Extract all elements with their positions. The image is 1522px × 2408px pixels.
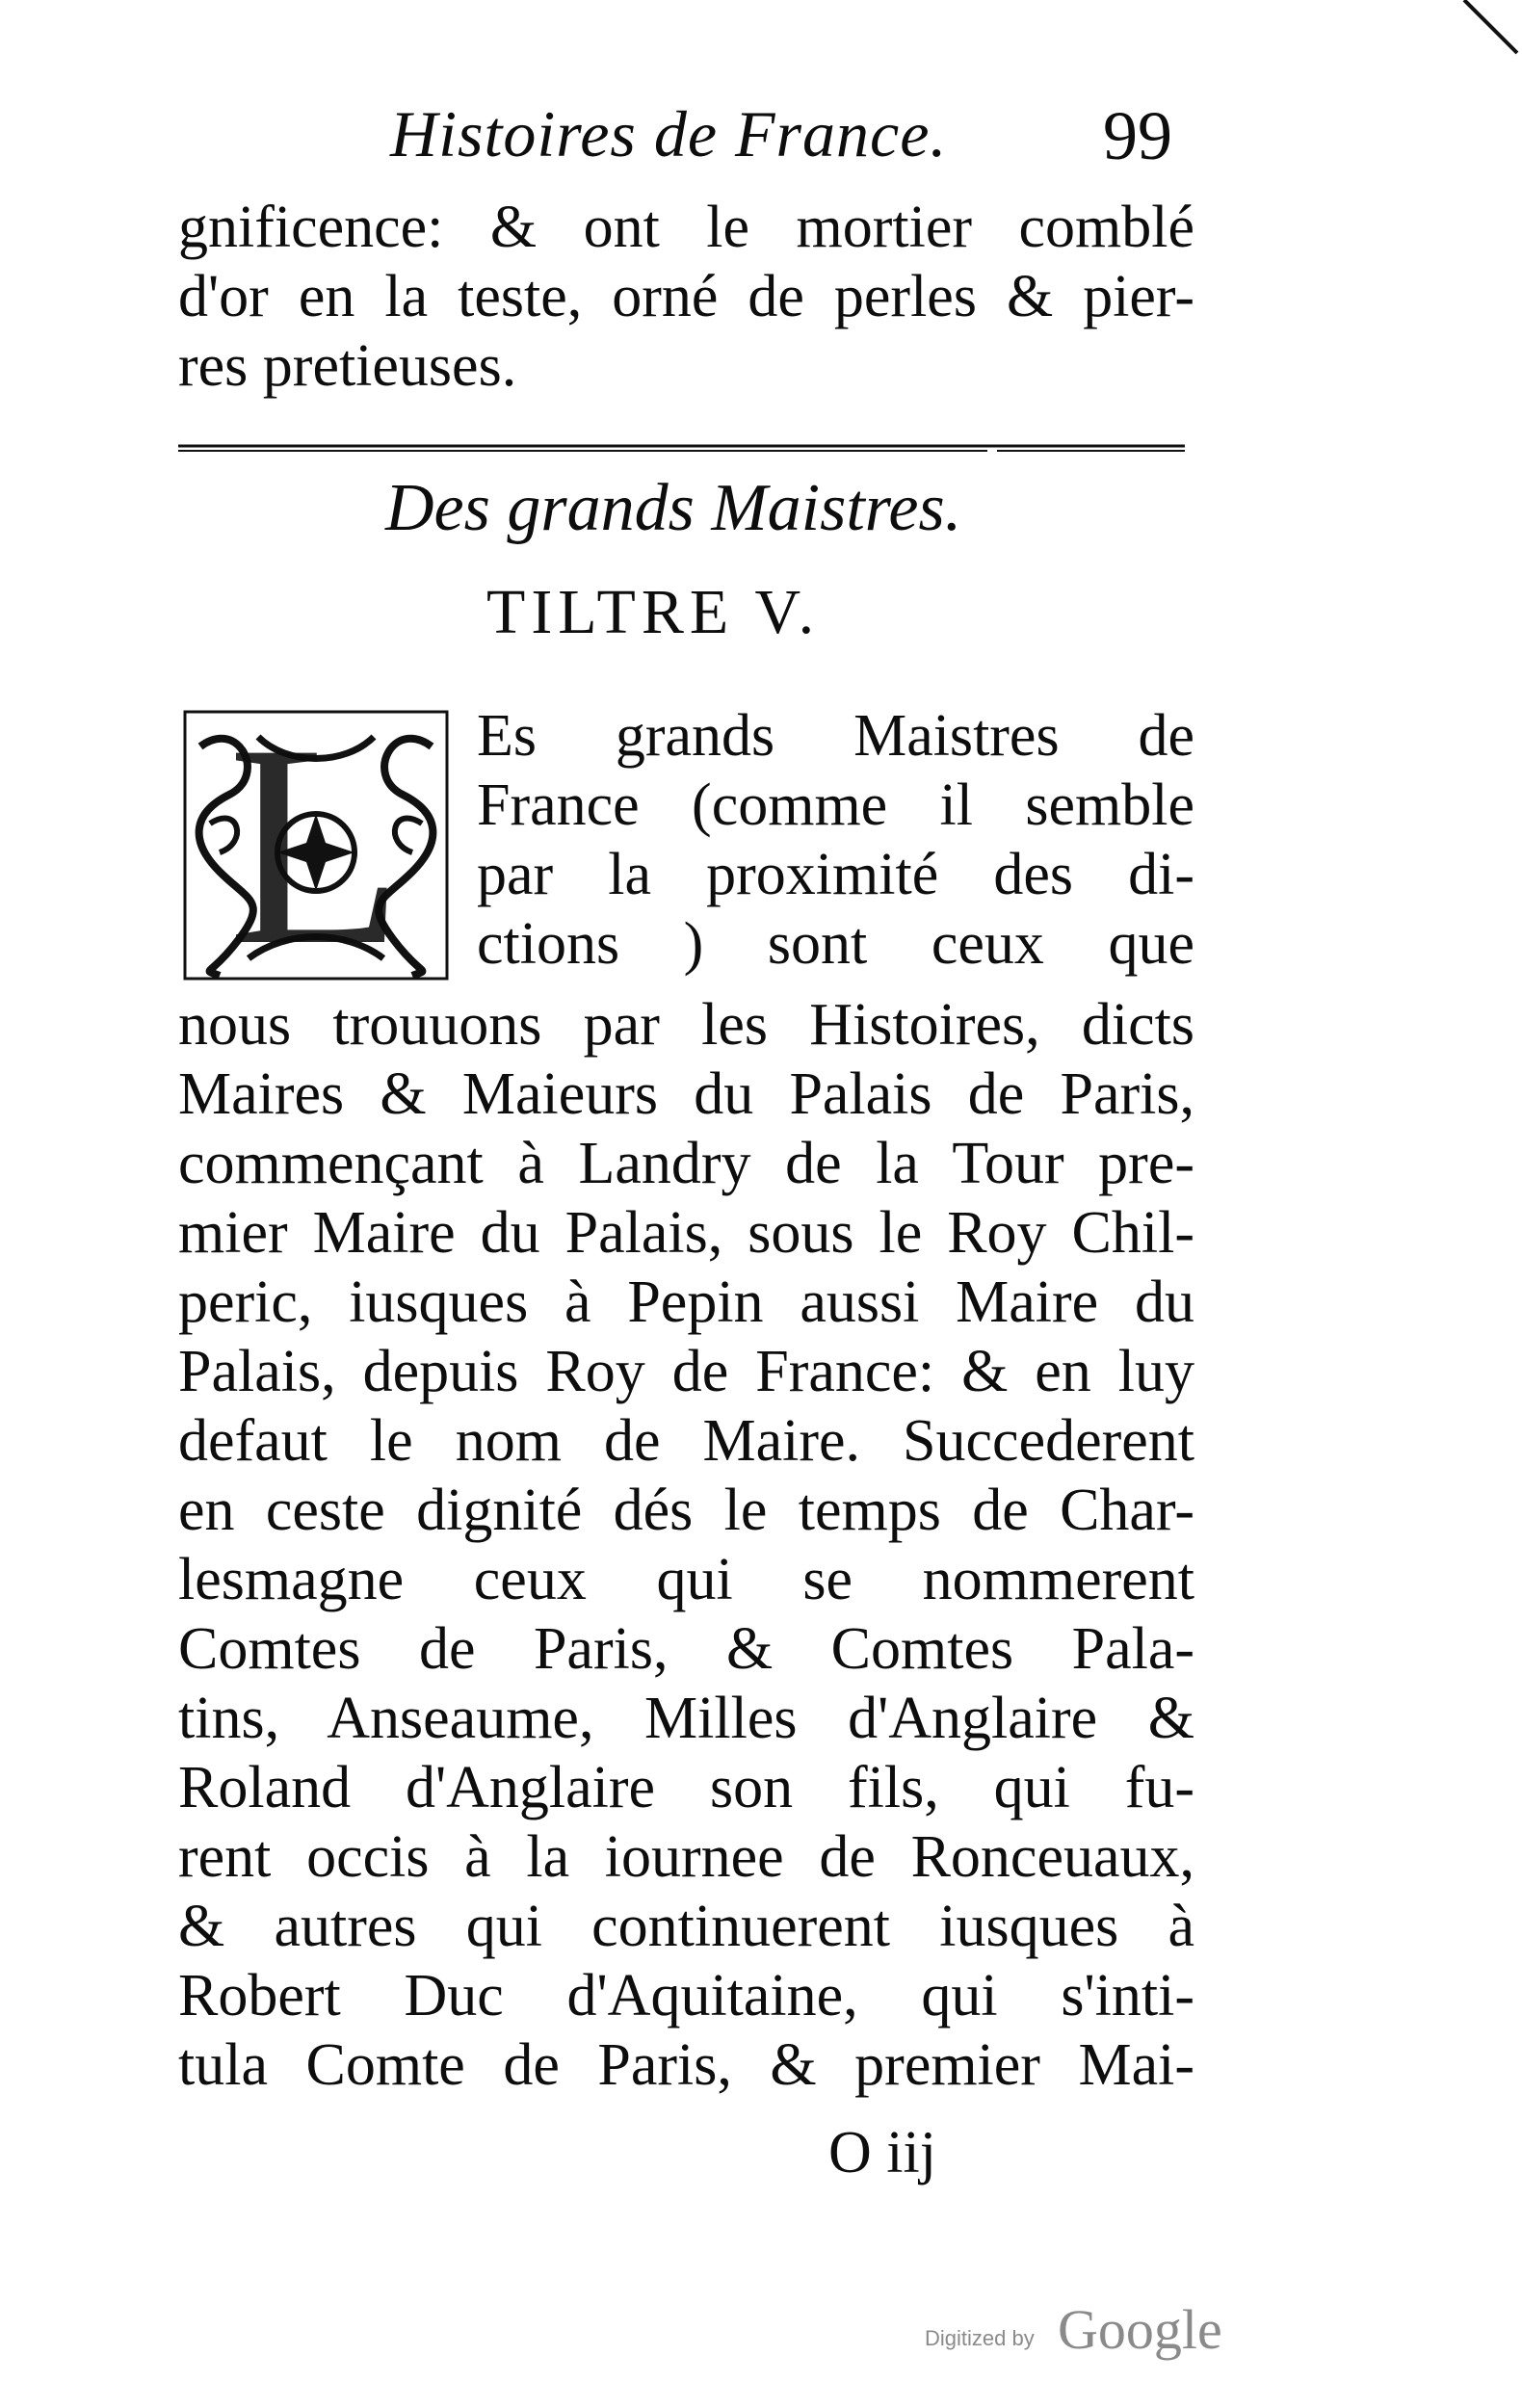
text-line: gnificence: & ont le mortier comblé: [178, 195, 1194, 260]
drop-cap-letter: L: [227, 685, 405, 1005]
text-line: Robert Duc d'Aquitaine, qui s'inti-: [178, 1963, 1194, 2028]
page-number: 99: [1103, 97, 1172, 174]
text-line: tins, Anseaume, Milles d'Anglaire &: [178, 1686, 1194, 1751]
text-line: d'or en la teste, orné de perles & pier-: [178, 264, 1194, 329]
text-line: rent occis à la iournee de Ronceuaux,: [178, 1824, 1194, 1890]
text-line: res pretieuses.: [178, 333, 517, 399]
text-line: peric, iusques à Pepin aussi Maire du: [178, 1269, 1194, 1335]
watermark-brand: Google: [1058, 2298, 1222, 2361]
text-line: Comtes de Paris, & Comtes Pala-: [178, 1616, 1194, 1682]
text-line: lesmagne ceux qui se nommerent: [178, 1547, 1194, 1612]
running-head: [178, 96, 1219, 183]
text-line: par la proximité des di-: [477, 842, 1194, 907]
section-heading: Des grands Maistres.: [385, 471, 962, 545]
digitization-watermark: [925, 2297, 1252, 2365]
text-line: & autres qui continuerent iusques à: [178, 1894, 1194, 1959]
ornamental-drop-cap: [181, 685, 451, 1005]
text-line: en ceste dignité dés le temps de Char-: [178, 1478, 1194, 1543]
text-line: commençant à Landry de la Tour pre-: [178, 1131, 1194, 1196]
text-line: France (comme il semble: [477, 772, 1194, 838]
running-title: Histoires de France.: [390, 97, 948, 170]
text-line: tula Comte de Paris, & premier Mai-: [178, 2032, 1194, 2098]
body-paragraph: [178, 990, 1194, 2100]
text-line: ctions ) sont ceux que: [477, 911, 1194, 977]
top-paragraph: [178, 193, 1194, 401]
text-line: mier Maire du Palais, sous le Roy Chil-: [178, 1200, 1194, 1266]
text-line: nous trouuons par les Histoires, dicts: [178, 992, 1194, 1058]
indented-paragraph: [477, 701, 1194, 979]
page-edge-mark: [1459, 0, 1522, 58]
watermark-prefix: Digitized by: [925, 2326, 1035, 2350]
text-line: Palais, depuis Roy de France: & en luy: [178, 1339, 1194, 1404]
signature-mark: O iij: [828, 2120, 936, 2186]
title-label: TILTRE V.: [486, 577, 821, 647]
text-line: defaut le nom de Maire. Succederent: [178, 1408, 1194, 1474]
text-line: Roland d'Anglaire son fils, qui fu-: [178, 1755, 1194, 1820]
text-line: Es grands Maistres de: [477, 703, 1194, 769]
section-divider: [178, 441, 1185, 455]
text-line: Maires & Maieurs du Palais de Paris,: [178, 1061, 1194, 1127]
